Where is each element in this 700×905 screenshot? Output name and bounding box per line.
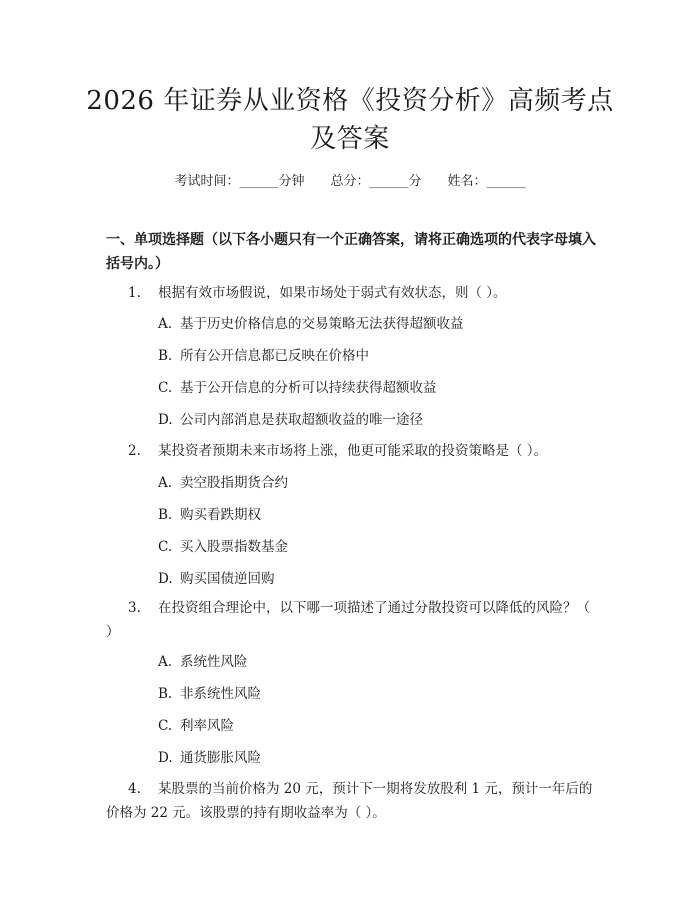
exam-info: 考试时间：______分钟 总分：______分 姓名：______ [174, 174, 526, 189]
option-2c: C. 买入股票指数基金 [158, 539, 288, 555]
section-heading: 一、单项选择题（以下各小题只有一个正确答案，请将正确选项的代表字母填入括号内。） [106, 232, 596, 272]
question-number: 4. [128, 781, 141, 797]
document-title-line-2: 及答案 [310, 124, 390, 154]
question-number: 3. [128, 600, 141, 616]
option-1c: C. 基于公开信息的分析可以持续获得超额收益 [158, 380, 437, 396]
question-text: 某投资者预期未来市场将上涨，他更可能采取的投资策略是（ ）。 [158, 443, 548, 459]
option-3c: C. 利率风险 [158, 718, 234, 734]
option-2b: B. 购买看跌期权 [158, 507, 261, 523]
option-1b: B. 所有公开信息都已反映在价格中 [158, 348, 369, 364]
question-text: 某股票的当前价格为 20 元，预计下一期将发放股利 1 元，预计一年后的价格为 22 元。该股票的持有期收益率为（ ）。 [106, 781, 593, 821]
question-3 [106, 596, 600, 644]
question-1 [106, 281, 600, 305]
document-title-line-1: 2026 年证券从业资格《投资分析》高频考点 [86, 86, 614, 116]
question-text: 根据有效市场假说，如果市场处于弱式有效状态，则（ ）。 [158, 285, 507, 301]
option-3d: D. 通货膨胀风险 [158, 750, 261, 766]
option-1a: A. 基于历史价格信息的交易策略无法获得超额收益 [158, 316, 464, 332]
question-text: 在投资组合理论中，以下哪一项描述了通过分散投资可以降低的风险？（ ） [106, 600, 590, 640]
option-1d: D. 公司内部消息是获取超额收益的唯一途径 [158, 412, 423, 428]
option-3a: A. 系统性风险 [158, 654, 248, 670]
question-number: 1. [128, 285, 141, 301]
question-number: 2. [128, 443, 141, 459]
option-2d: D. 购买国债逆回购 [158, 571, 275, 587]
question-2 [106, 439, 600, 463]
question-4 [106, 777, 600, 825]
option-3b: B. 非系统性风险 [158, 686, 261, 702]
option-2a: A. 卖空股指期货合约 [158, 475, 288, 491]
